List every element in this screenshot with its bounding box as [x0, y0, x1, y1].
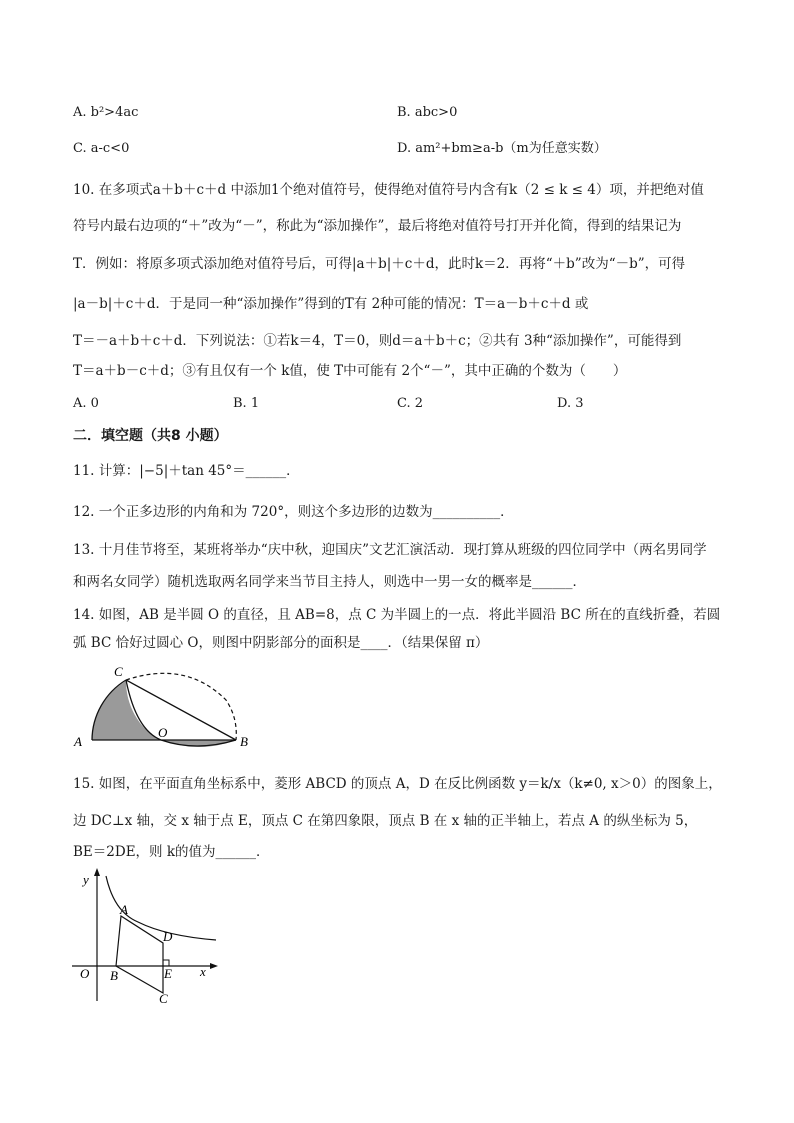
label-x: x: [200, 964, 206, 979]
q14-line-1: 14. 如图，AB 是半圆 O 的直径，且 AB=8，点 C 为半圆上的一点．将此半圆沿 BC 所在的直线折叠，若圆: [73, 607, 721, 623]
label-d: D: [163, 929, 173, 944]
q15-line-1: 15. 如图，在平面直角坐标系中，菱形 ABCD 的顶点 A，D 在反比例函数 y＝k/x（k≠0, x＞0）的图象上，: [73, 776, 722, 792]
x-axis-arrow: [210, 963, 218, 969]
q10-option-b: B. 1: [233, 396, 260, 411]
y-axis-arrow: [94, 868, 100, 876]
q13-line-1: 13. 十月佳节将至，某班将举办“庆中秋，迎国庆”文艺汇演活动．现打算从班级的四位同学中（两名男同学: [73, 542, 707, 558]
q9-option-c: C. a-c<0: [73, 141, 130, 156]
q10-option-d: D. 3: [557, 396, 584, 411]
q12-text: 12. 一个正多边形的内角和为 720°，则这个多边形的边数为__________．: [73, 504, 514, 520]
q9-option-d: D. am²+bm≥a-b（m为任意实数）: [397, 141, 607, 156]
label-c: C: [159, 991, 168, 1006]
q10-line-6: T＝a＋b－c＋d；③有且仅有一个 k值，使 T中可能有 2个“－”，其中正确的个数为（ ）: [73, 363, 627, 379]
q9-option-b: B. abc>0: [397, 105, 458, 120]
label-c: C: [114, 664, 123, 679]
q10-option-a: A. 0: [73, 396, 99, 411]
q15-figure: [66, 866, 226, 1006]
label-a: A: [74, 734, 82, 749]
label-b: B: [240, 734, 248, 749]
label-o: O: [80, 966, 90, 981]
q15-line-3: BE＝2DE，则 k的值为______．: [73, 844, 270, 860]
q9-option-a: A. b²>4ac: [73, 105, 139, 120]
q15-line-2: 边 DC⊥x 轴，交 x 轴于点 E，顶点 C 在第四象限，顶点 B 在 x 轴的正半轴上，若点 A 的纵坐标为 5，: [73, 813, 698, 829]
label-y: y: [83, 872, 89, 887]
label-o: O: [158, 725, 168, 740]
q10-line-5: T＝－a＋b＋c＋d．下列说法：①若k＝4，T＝0，则d＝a＋b＋c；②共有 3种“添加操作”，可能得到: [73, 333, 682, 349]
q10-line-4: |a－b|＋c＋d．于是同一种“添加操作”得到的T有 2种可能的情况：T＝a－b＋c＋d 或: [73, 296, 589, 312]
q10-line-3: T．例如：将原多项式添加绝对值符号后，可得|a＋b|＋c＋d，此时k＝2．再将“＋b”改为“－b”，可得: [73, 256, 686, 272]
q10-line-2: 符号内最右边项的“＋”改为“－”，称此为“添加操作”，最后将绝对值符号打开并化简，得到的结果记为: [73, 218, 682, 234]
label-a: A: [120, 902, 128, 917]
q14-line-2: 弧 BC 恰好过圆心 O，则图中阴影部分的面积是____．（结果保留 π）: [73, 635, 489, 651]
q10-option-c: C. 2: [397, 396, 424, 411]
q11-text: 11. 计算：|−5|＋tan 45°＝______．: [73, 463, 300, 479]
q10-line-1: 10. 在多项式a＋b＋c＋d 中添加1个绝对值符号，使得绝对值符号内含有k（2 ≤ k ≤ 4）项，并把绝对值: [73, 182, 704, 198]
section-heading: 二．填空题（共8 小题）: [73, 428, 228, 444]
rhombus-abcd: [116, 916, 163, 993]
label-b: B: [110, 968, 118, 983]
q14-figure: [66, 660, 266, 760]
q13-line-2: 和两名女同学）随机选取两名同学来当节目主持人，则选中一男一女的概率是______．: [73, 574, 586, 590]
label-e: E: [164, 966, 172, 981]
